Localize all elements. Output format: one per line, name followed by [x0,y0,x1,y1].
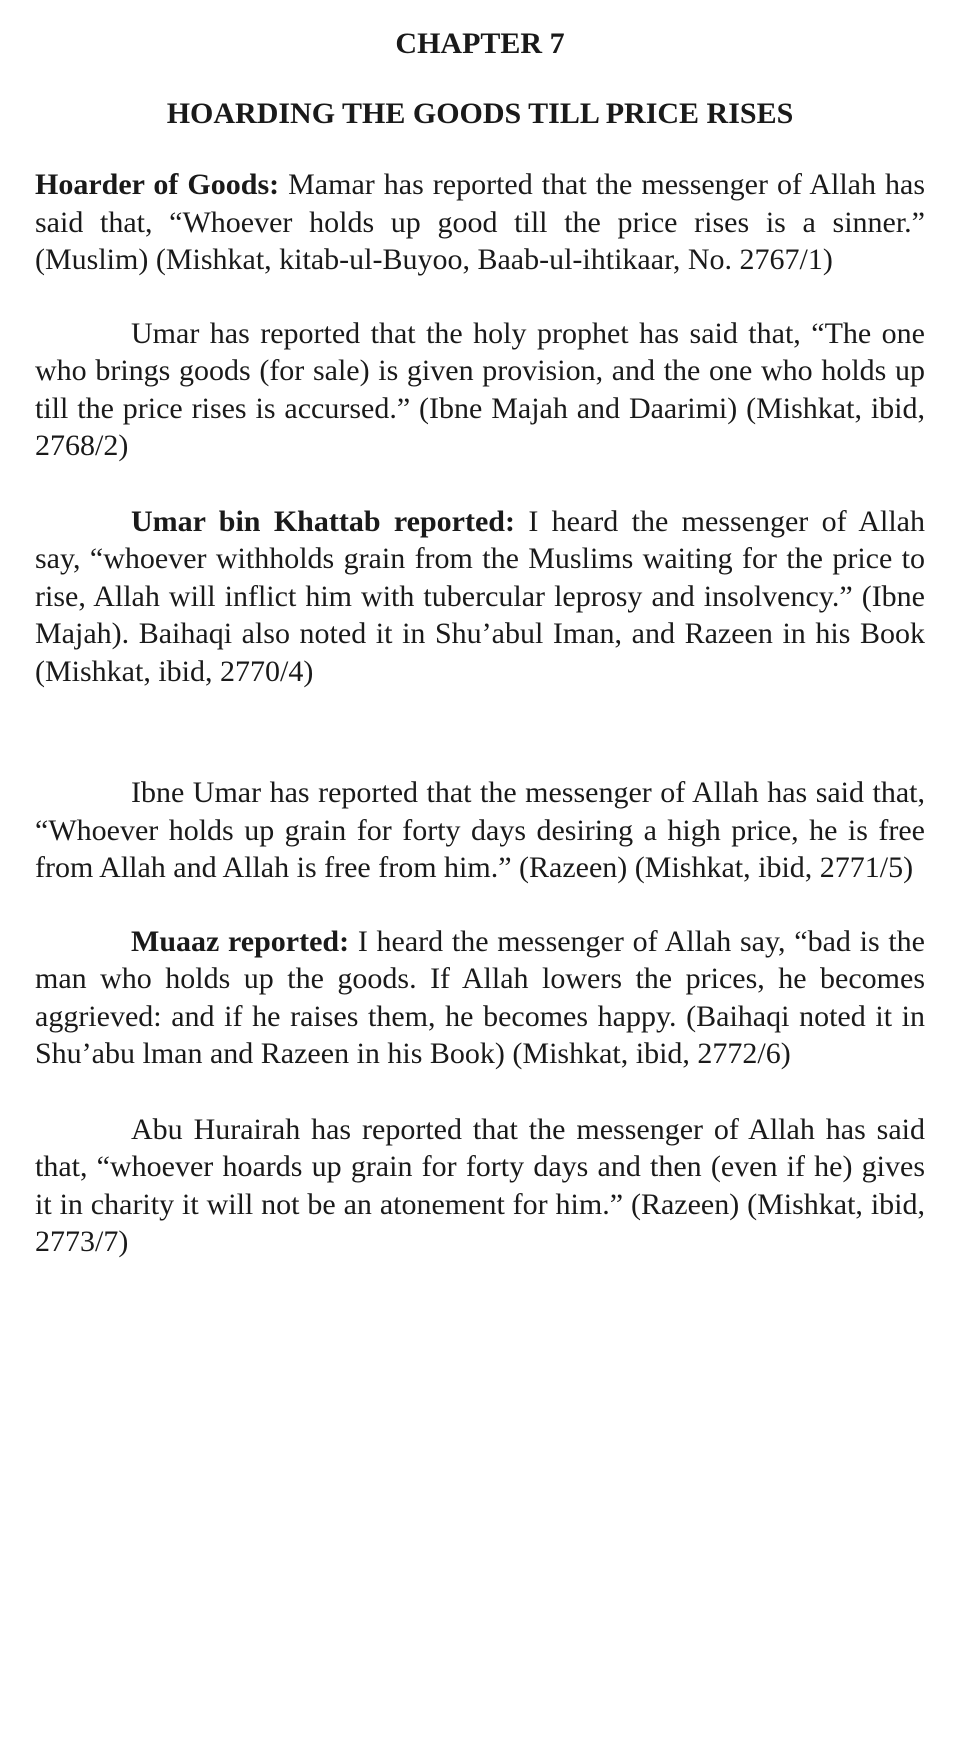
paragraph-muaaz [35,923,925,1073]
paragraph-lead: Muaaz reported: [131,924,350,958]
paragraph-text: Mamar has reported that the messenger of Allah has said that, “Whoever holds up good till the price rises is a sinner.” (Muslim) (Mishkat, kitab-ul-Buyoo, Baab-ul-ihtikaar, No. 2767/1) [35,168,925,276]
paragraph-text: I heard the messenger of Allah say, “whoever withholds grain from the Muslims waiting for the price to rise, Allah will inflict him with tubercular leprosy and insolvency.” (Ibne Majah). Baihaqi also noted it in Shu’abul Iman, and Razeen in his Book (Mishkat, ibid, 2770/4) [35,504,925,688]
chapter-label: CHAPTER 7 [395,27,565,60]
paragraph-hoarder-of-goods [35,166,925,279]
paragraph-text: Umar has reported that the holy prophet has said that, “The one who brings goods (for sale) is given provision, and the one who holds up till the price rises is accursed.” (Ibne Majah and Daarimi) (Mishkat, ibid, 2768/2) [35,316,925,462]
paragraph-text: Abu Hurairah has reported that the messenger of Allah has said that, “whoever hoards up grain for forty days and then (even if he) gives it in charity it will not be an atonement for him.” (Razeen) (Mishkat, ibid, 2773/7) [35,1112,925,1258]
paragraph-lead: Umar bin Khattab reported: [131,504,515,538]
paragraph-lead: Hoarder of Goods: [35,168,280,201]
chapter-title: HOARDING THE GOODS TILL PRICE RISES [166,97,794,130]
paragraph-ibne-umar [35,774,925,887]
paragraph-umar-report [35,315,925,465]
paragraph-abu-hurairah [35,1111,925,1261]
paragraph-text: Ibne Umar has reported that the messenger of Allah has said that, “Whoever holds up grain for forty days desiring a high price, he is free from Allah and Allah is free from him.” (Razeen) (Mishkat, ibid, 2771/5) [35,776,925,884]
paragraph-text: I heard the messenger of Allah say, “bad is the man who holds up the goods. If Allah lowers the prices, he becomes aggrieved: and if he raises them, he becomes happy. (Baihaqi noted it in Shu’abu lman and Razeen in his Book) (Mishkat, ibid, 2772/6) [35,924,925,1070]
paragraph-umar-bin-khattab [35,503,925,691]
